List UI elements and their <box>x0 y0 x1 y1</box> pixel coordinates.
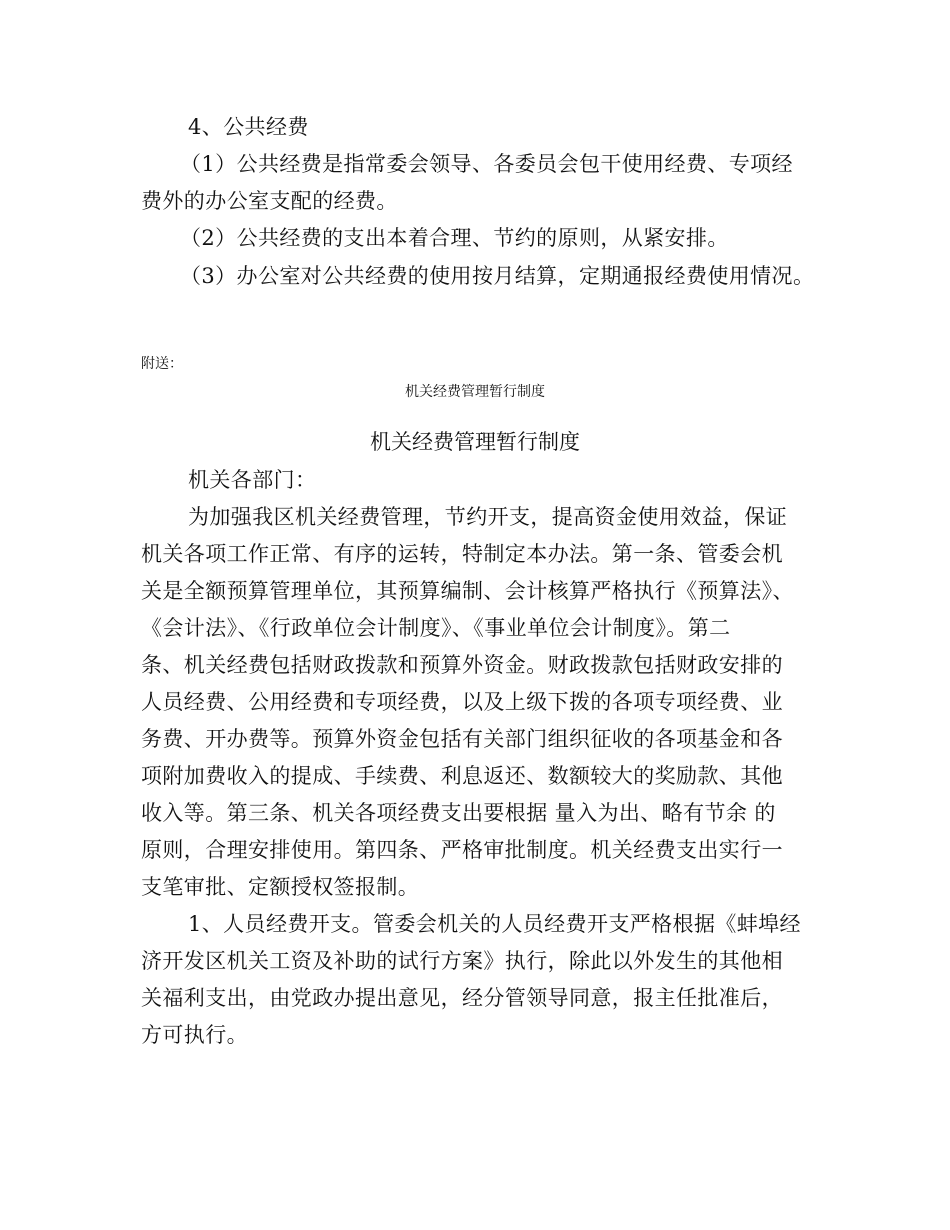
paragraph-line: （1）公共经费是指常委会领导、各委员会包干使用经费、专项经 <box>180 152 793 176</box>
paragraph-line: 条、机关经费包括财政拨款和预算外资金。财政拨款包括财政安排的 <box>141 653 783 677</box>
document-title: 机关经费管理暂行制度 <box>370 430 580 454</box>
paragraph-line: 为加强我区机关经费管理，节约开支，提高资金使用效益，保证 <box>188 505 788 529</box>
paragraph-line: 收入等。第三条、机关各项经费支出要根据 量入为出、略有节余 的 <box>141 801 776 825</box>
paragraph-line: 务费、开办费等。预算外资金包括有关部门组织征收的各项基金和各 <box>141 727 783 751</box>
paragraph-line: 1、人员经费开支。管委会机关的人员经费开支严格根据《蚌埠经 <box>188 912 801 936</box>
paragraph-line: 关是全额预算管理单位，其预算编制、会计核算严格执行《预算法》、 <box>141 579 794 603</box>
paragraph-line: 费外的办公室支配的经费。 <box>141 189 398 213</box>
paragraph-line: 原则，合理安排使用。第四条、严格审批制度。机关经费支出实行一 <box>141 838 783 862</box>
salutation: 机关各部门： <box>188 468 317 492</box>
attachment-label: 附送： <box>141 356 183 372</box>
paragraph-line: （2）公共经费的支出本着合理、节约的原则，从紧安排。 <box>180 226 729 250</box>
paragraph-line: 人员经费、公用经费和专项经费，以及上级下拨的各项专项经费、业 <box>141 690 783 714</box>
paragraph-line: （3）办公室对公共经费的使用按月结算，定期通报经费使用情况。 <box>180 264 815 288</box>
section-heading: 4、公共经费 <box>188 115 309 139</box>
attachment-title: 机关经费管理暂行制度 <box>405 384 545 400</box>
paragraph-line: 《会计法》、《行政单位会计制度》、《事业单位会计制度》。第二 <box>141 616 731 640</box>
paragraph-line: 机关各项工作正常、有序的运转，特制定本办法。第一条、管委会机 <box>141 542 783 566</box>
paragraph-line: 关福利支出，由党政办提出意见，经分管领导同意，报主任批准后， <box>141 986 783 1010</box>
paragraph-line: 方可执行。 <box>141 1023 248 1047</box>
paragraph-line: 支笔审批、定额授权签报制。 <box>141 875 420 899</box>
paragraph-line: 项附加费收入的提成、手续费、利息返还、数额较大的奖励款、其他 <box>141 764 783 788</box>
paragraph-line: 济开发区机关工资及补助的试行方案》执行，除此以外发生的其他相 <box>141 949 783 973</box>
